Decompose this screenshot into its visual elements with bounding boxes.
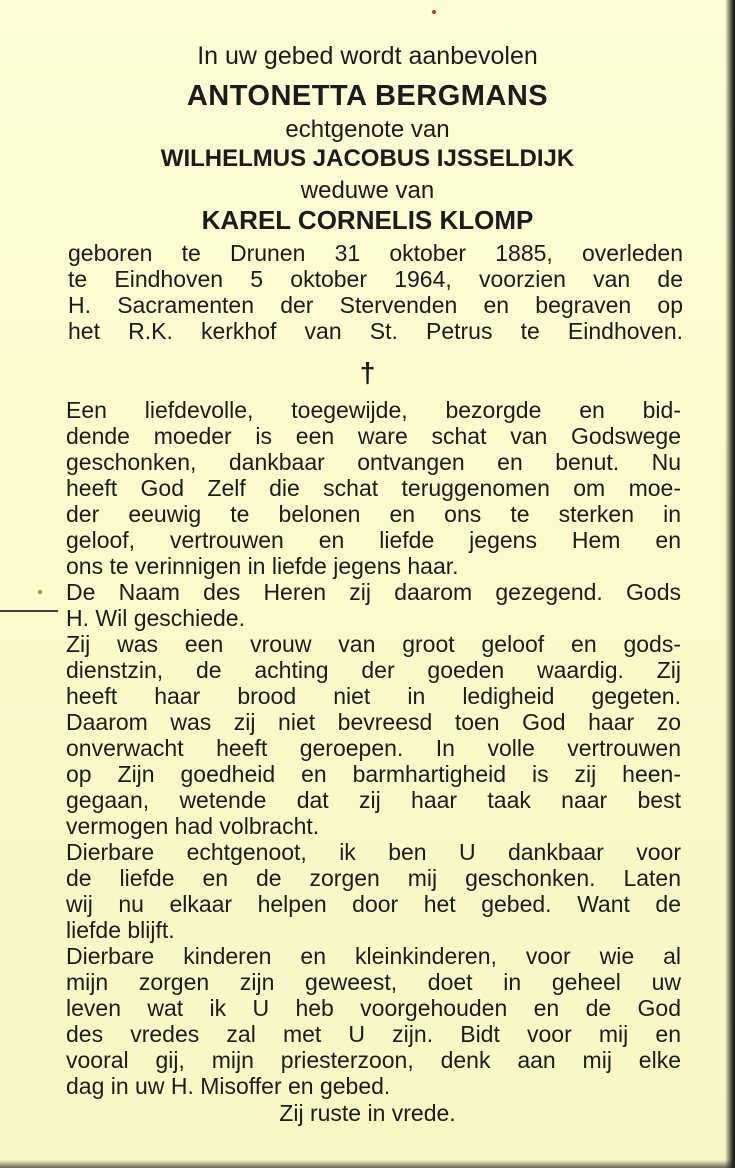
text-line: H. Wil geschiede. xyxy=(66,605,245,631)
ink-speck xyxy=(432,10,436,14)
text-line: dag in uw H. Misoffer en gebed. xyxy=(66,1073,391,1099)
spouse-name: WILHELMUS JACOBUS IJSSELDIJK xyxy=(160,145,575,172)
intro-text: In uw gebed wordt aanbevolen xyxy=(197,42,538,70)
text-line: gegaan, wetende dat zij haar taak naar best xyxy=(66,787,681,813)
memorial-text xyxy=(66,397,681,1099)
text-line: heeft God Zelf die schat teruggenomen om moe- xyxy=(66,475,681,501)
text-line: vermogen had volbracht. xyxy=(66,813,320,839)
text-line: Dierbare kinderen en kleinkinderen, voor wie al xyxy=(66,943,681,969)
text-line: geloof, vertrouwen en liefde jegens Hem en xyxy=(66,527,681,553)
text-line: geschonken, dankbaar ontvangen en benut. Nu xyxy=(66,449,681,475)
bio-line: te Eindhoven 5 oktober 1964, voorzien van de xyxy=(68,266,683,292)
deceased-name: ANTONETTA BERGMANS xyxy=(186,80,549,112)
text-line: dende moeder is een ware schat van Godswege xyxy=(66,423,681,449)
text-line: Daarom was zij niet bevreesd toen God haar zo xyxy=(66,709,681,735)
text-line: Een liefdevolle, toegewijde, bezorgde en bid- xyxy=(66,397,681,423)
pencil-mark xyxy=(0,610,58,612)
text-line: op Zijn goedheid en barmhartigheid is zij heen- xyxy=(66,761,681,787)
paper-speck xyxy=(38,590,42,594)
text-line: der eeuwig te belonen en ons te sterken in xyxy=(66,501,681,527)
card-edge-shadow xyxy=(725,0,735,1168)
text-line: de liefde en de zorgen mij geschonken. Laten xyxy=(66,865,681,891)
card-bottom-shadow xyxy=(0,1160,735,1168)
text-line: heeft haar brood niet in ledigheid gegeten. xyxy=(66,683,681,709)
text-line: Dierbare echtgenoot, ik ben U dankbaar voor xyxy=(66,839,681,865)
relation-spouse-label: echtgenote van xyxy=(285,116,450,143)
bio-line: H. Sacramenten der Stervenden en begraven op xyxy=(68,292,683,318)
text-line: des vredes zal met U zijn. Bidt voor mij en xyxy=(66,1021,681,1047)
text-line: Zij was een vrouw van groot geloof en gods- xyxy=(66,631,681,657)
text-line: mijn zorgen zijn geweest, doet in geheel uw xyxy=(66,969,681,995)
text-line: onverwacht heeft geroepen. In volle vertrouwen xyxy=(66,735,681,761)
bio-line: geboren te Drunen 31 oktober 1885, overleden xyxy=(68,240,683,266)
bio-line: het R.K. kerkhof van St. Petrus te Eindhoven. xyxy=(68,318,683,344)
cross-icon: † xyxy=(359,357,376,388)
biography xyxy=(68,240,683,344)
text-line: De Naam des Heren zij daarom gezegend. Gods xyxy=(66,579,681,605)
text-line: dienstzin, de achting der goeden waardig. Zij xyxy=(66,657,681,683)
text-line: liefde blijft. xyxy=(66,917,175,943)
text-line: vooral gij, mijn priesterzoon, denk aan mij elke xyxy=(66,1047,681,1073)
relation-widow-label: weduwe van xyxy=(300,177,435,204)
text-line: leven wat ik U heb voorgehouden en de God xyxy=(66,995,681,1021)
previous-spouse-name: KAREL CORNELIS KLOMP xyxy=(201,205,534,235)
text-line: wij nu elkaar helpen door het gebed. Want de xyxy=(66,891,681,917)
text-line: ons te verinnigen in liefde jegens haar. xyxy=(66,553,459,579)
closing-line: Zij ruste in vrede. xyxy=(279,1100,456,1126)
